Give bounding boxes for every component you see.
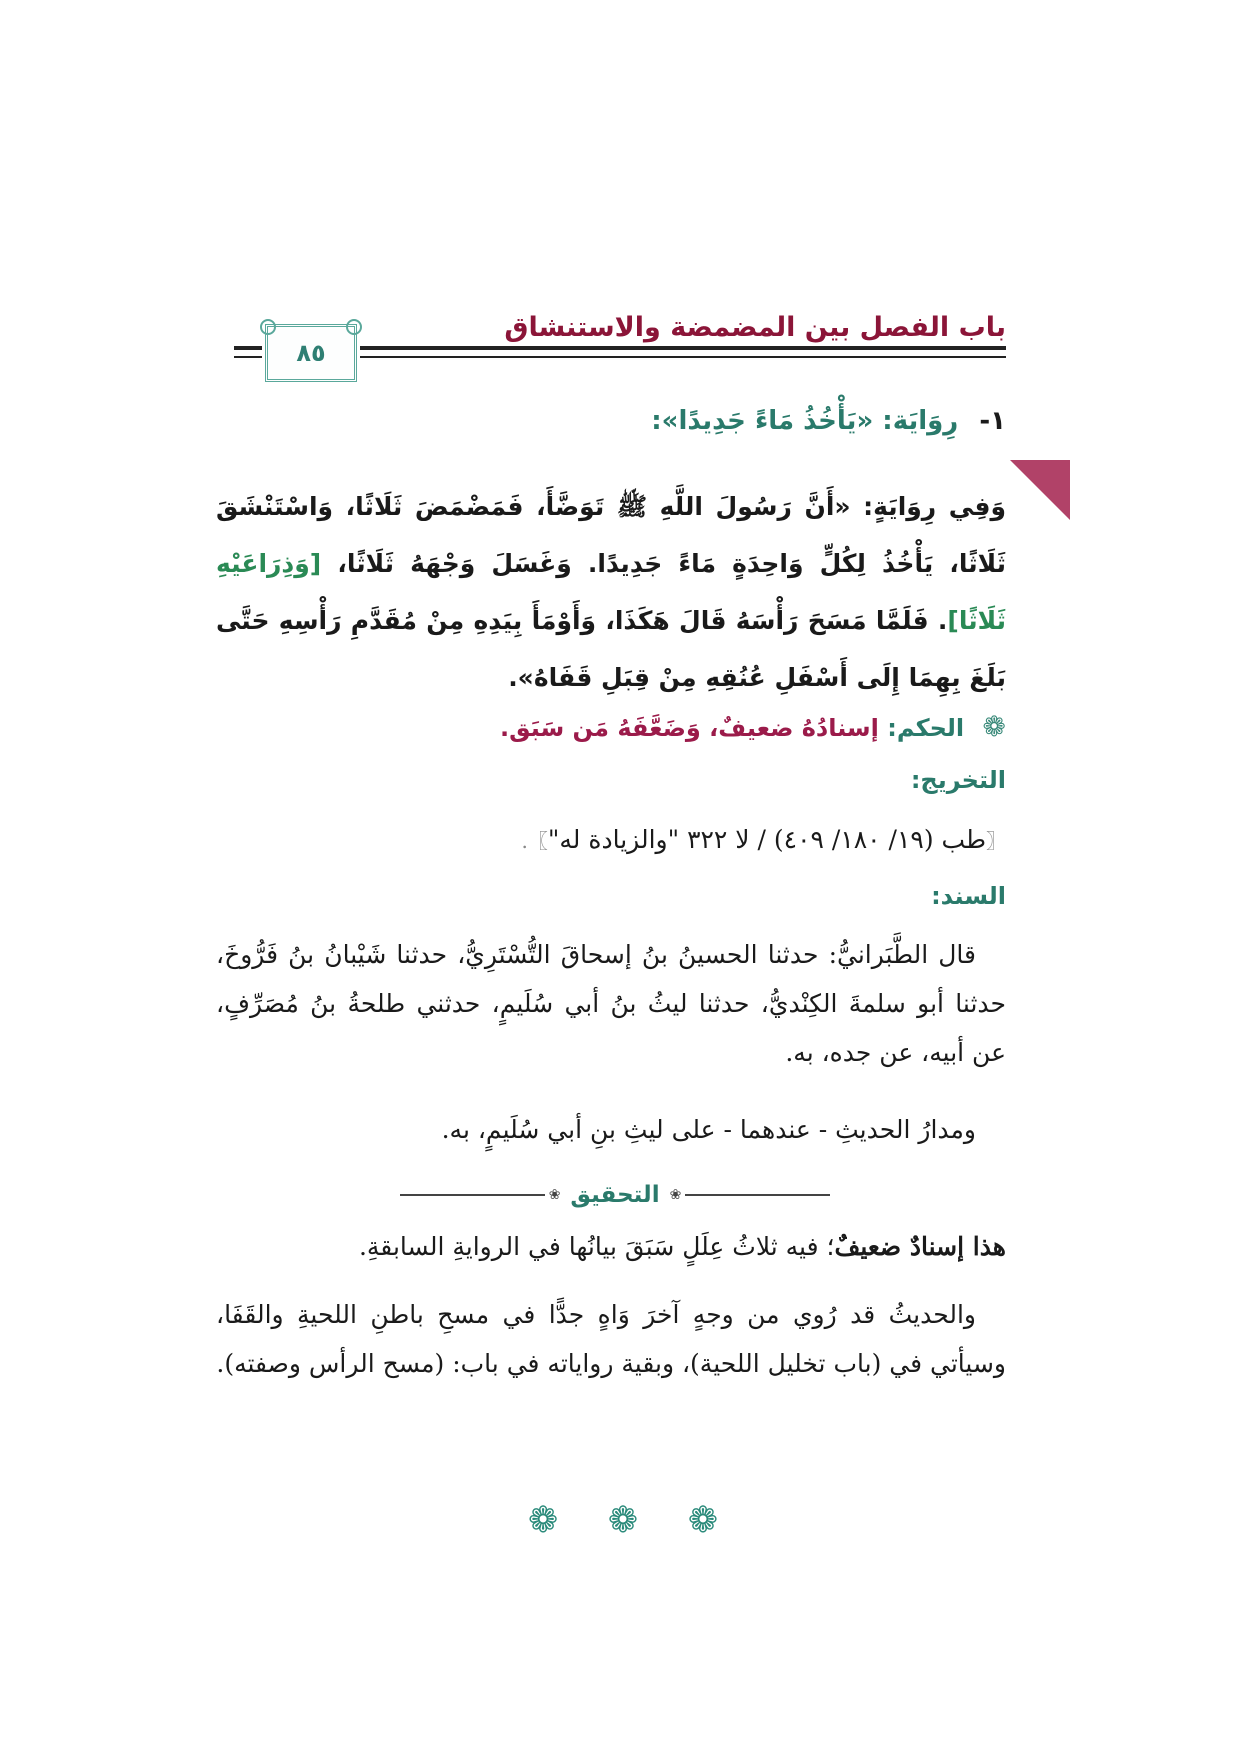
madar-line: ومدارُ الحديثِ - عندهما - على ليثِ بنِ أبي سُلَيمٍ، به. <box>441 1115 976 1144</box>
takhrij-reference <box>522 825 1006 854</box>
flower-icon: ❁ <box>687 1500 718 1541</box>
section-title: رِوَايَة: «يَأْخُذُ مَاءً جَدِيدًا»: <box>651 406 959 436</box>
flower-icon: ❁ <box>528 1500 559 1541</box>
tahqiq-summary <box>359 1232 1006 1261</box>
divider-line-right <box>685 1194 830 1196</box>
ornament-icon: ❀ <box>669 1187 682 1203</box>
sanad-paragraph: قال الطَّبَرانيُّ: حدثنا الحسينُ بنُ إسحاقَ التُّسْتَرِيُّ، حدثنا شَيْبانُ بنُ فَرُّوخَ، حدثنا أبو سلمةَ الكِنْديُّ، حدثنا ليثُ بنُ أبي سُلَيمٍ، حدثني طلحةُ بنُ مُصَرِّفٍ، عن أبيه، عن جده، به. <box>216 940 1006 1067</box>
ruling-label: الحكم: <box>887 714 965 742</box>
tahqiq-rest: ؛ فيه ثلاثُ عِلَلٍ سَبَقَ بيانُها في الروايةِ السابقةِ. <box>358 1232 835 1261</box>
close-bracket: 〗. <box>521 829 548 853</box>
hadith-text <box>216 478 1006 706</box>
takhrij-text: طب (١٩/ ١٨٠/ ٤٠٩) / لا ٣٢٢ "والزيادة له" <box>547 825 986 854</box>
header-rule-left-thick <box>234 346 262 350</box>
end-ornament <box>528 1500 718 1541</box>
tahqiq-bold-lead: هذا إسنادٌ ضعيفٌ <box>834 1232 1006 1261</box>
sanad-heading: السند: <box>931 882 1006 910</box>
page-number: ٨٥ <box>296 339 326 367</box>
ruling-text: إسنادُهُ ضعيفٌ، وَضَعَّفَهُ مَن سَبَق. <box>500 714 879 742</box>
flower-icon: ❁ <box>982 710 1006 743</box>
hadith-addition: [وَذِرَاعَيْهِ ثَلَاثًا] <box>216 549 1006 635</box>
flower-icon: ❁ <box>607 1500 639 1541</box>
tahqiq-divider <box>400 1175 830 1215</box>
tahqiq-title: التحقيق <box>570 1182 660 1208</box>
corner-ornament <box>1010 460 1070 520</box>
takhrij-heading: التخريج: <box>910 766 1006 794</box>
tahqiq-paragraph: والحديثُ قد رُوي من وجهٍ آخرَ وَاهٍ جدًّا في مسحِ باطنِ اللحيةِ والقَفَا، وسيأتي في (باب تخليل اللحية)، وبقية رواياته في باب: (مسح الرأس وصفته). <box>216 1300 1006 1378</box>
header-rule-right-thick <box>360 346 1006 350</box>
section-number: ١- <box>979 406 1006 436</box>
chapter-title: باب الفصل بين المضمضة والاستنشاق <box>504 312 1006 343</box>
hadith-part-2: . فَلَمَّا مَسَحَ رَأْسَهُ قَالَ هَكَذَا، وَأَوْمَأَ بِيَدِهِ مِنْ مُقَدَّمِ رَأْسِهِ حَتَّى بَلَغَ بِهِمَا إِلَى أَسْفَلِ عُنُقِهِ مِنْ قِبَلِ قَفَاهُ». <box>216 606 1006 692</box>
ornament-icon: ❀ <box>548 1187 561 1203</box>
page-number-frame <box>265 324 357 382</box>
open-bracket: 〖 <box>986 829 1006 853</box>
ruling <box>500 710 1006 743</box>
divider-line-left <box>400 1194 545 1196</box>
header-rule-right-thin <box>360 356 1006 358</box>
header-rule-left-thin <box>234 356 262 358</box>
hadith-part-1: وَفِي رِوَايَةٍ: «أَنَّ رَسُولَ اللَّهِ ﷺ تَوَضَّأَ، فَمَضْمَضَ ثَلَاثًا، وَاسْتَنْشَقَ ثَلَاثًا، يَأْخُذُ لِكُلٍّ وَاحِدَةٍ مَاءً جَدِيدًا. وَغَسَلَ وَجْهَهُ ثَلَاثًا، <box>216 492 1006 578</box>
section-heading <box>651 406 1006 436</box>
